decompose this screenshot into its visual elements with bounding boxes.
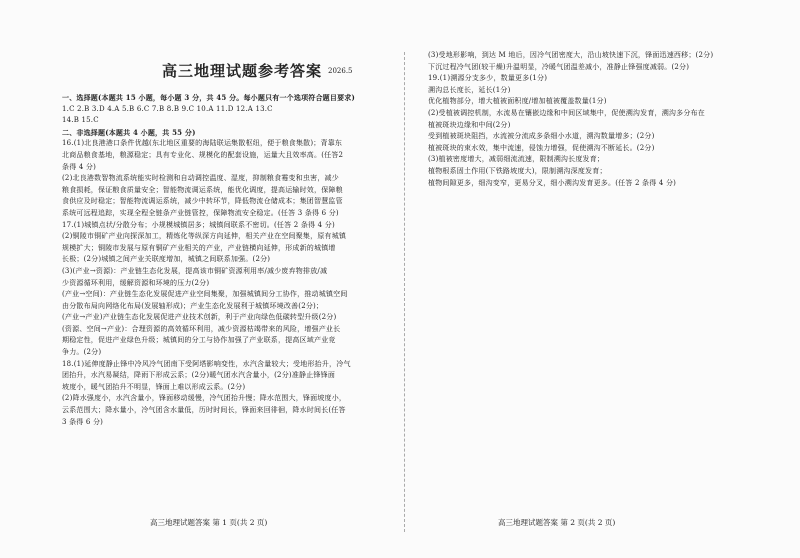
page-title: 高三地理试题参考答案	[162, 62, 323, 80]
left-text-line: 二、非选择题(本题共 4 小题，共 55 分)	[62, 127, 196, 137]
right-text-line: 受到植被斑块阻挡，水流被分流成多条细小水道，溯沟数量增多；(2分)	[428, 132, 655, 141]
left-text-line: 3 条得 6 分)	[62, 417, 104, 426]
right-text-line: (3)植被密度增大，减弱细流流速，限制溯沟长度发育；	[428, 155, 605, 164]
right-column	[428, 50, 733, 189]
left-text-line: (3)(产业→资源)：产业链生态化发展，提高该市铜矿资源利用率/减少废弃物排放/减	[62, 266, 328, 275]
right-text-line: 溯沟总长度长，延长(1分)	[428, 85, 511, 94]
left-text-line: 北商品粮食基地，粮源稳定；具有专业化、规模化的配套设施，运量大且效率高。(任答2	[62, 150, 344, 159]
column-divider	[404, 52, 405, 532]
left-text-line: 18.(1)延伸度静止锋中冷风冷气团南下受阿塔影响变性，水汽含量较大；受地形抬升，冷气	[62, 359, 351, 368]
right-text-line: 植被斑块的束水效，集中流速，侵蚀力增强，促使溯沟不断延长。(2分)	[428, 143, 655, 152]
right-text-line: (3)受地形影响，到达 M 地后，因冷气团密度大，沿山坡快速下沉，锋面迅速西移；(2分)	[428, 51, 714, 59]
left-text-line: 食供应及时稳定；智能物流调运系统，减少中转环节，降低物流仓储成本；集团智慧监管	[62, 197, 343, 206]
left-text-line: 14.B 15.C	[62, 116, 99, 125]
left-text-line: (产业→产业)产业链生态化发展促进产业技术创新，利于产业向绿色低碳转型升级(2分)	[62, 313, 337, 322]
left-text-line: 少资源循环利用，缓解资源和环境的压力(2分)	[62, 278, 210, 287]
right-text-line: 下沉过程冷气团(较干燥)升温明显，冷暖气团温差减小，准静止锋强度减弱。(2分)	[428, 62, 690, 71]
exam-date: 2026.5	[328, 67, 353, 75]
left-text-line: 坡度小，暖气团抬升不明显，锋面上难以形成云系。(2分)	[62, 382, 246, 391]
right-text-line: 植物间隙更多，细沟变窄，更易分叉，细小溯沟发育更多。(任答 2 条得 4 分)	[428, 178, 677, 187]
left-text-line: 云系范围大；降水量小，冷气团含水量低，历时时间长，锋面来回徘徊，降水时间长(任答	[62, 406, 346, 415]
right-text-line: 植物根系固土作用(下铁路坡度大)，限制溯沟深度发育；	[428, 166, 607, 175]
left-text-line: (产业→空间)：产业链生态化发展促进产业空间集聚，加强城镇间分工协作，推动城镇空间	[62, 290, 348, 299]
right-text-line: 优化植物部分，增大植被面积度/增加植被覆盖数量(1分)	[428, 97, 607, 106]
left-text-line: (2)铜陵市铜矿产业向探深加工，精炼化等纵深方向延伸，相关产业在空间聚集，原有城镇	[62, 232, 347, 241]
left-text-line: 16.(1)北良港港口条件优越(东北地区重要的海陆联运集散枢纽，便于粮食集散)；背靠东	[62, 139, 343, 148]
footer-page-1: 高三地理试题答案 第 1 页(共 2 页)	[150, 518, 268, 527]
left-text-line: 期稳定性，促进产业绿色升级；城镇间的分工与协作加强了产业联系，提高区域产业竞	[62, 336, 336, 345]
footer-page-2: 高三地理试题答案 第 2 页(共 2 页)	[498, 518, 616, 527]
left-text-line: (2)降水强度小，水汽含量小，锋面移动缓慢，冷气团抬升慢；降水范围大，锋面坡度小，	[62, 394, 347, 403]
left-text-line: 团抬升，水汽易凝结，降雨下形成云系；(2分)暖气团水汽含量小，(2分)准静止锋锋面	[62, 371, 336, 380]
left-text-line: 一、选择题(本题共 15 小题，每小题 3 分，共 45 分。每小题只有一个选项符合题目要求)	[62, 93, 355, 102]
left-text-line: (资源、空间→产业)：合理资源的高效循环利用，减少资源枯竭带来的风险，增强产业长	[62, 324, 341, 333]
left-text-line: 1.C 2.B 3.D 4.A 5.B 6.C 7.B 8.B 9.C 10.A 11.D 12.A 13.C	[62, 104, 273, 113]
left-text-line: 粮食损耗，保证粮食质量安全；智能物流调运系统，能优化调度，提高运输时效，保障粮	[62, 185, 343, 194]
left-text-line: 条得 4 分)	[62, 162, 97, 171]
left-text-line: 由分散布局向网络化布局(发展轴形成)；产业生态化发展利于城镇环境改善(2分)；	[62, 301, 324, 310]
left-text-line: 规模扩大；铜陵市发展与原有铜矿产业相关的产业，产业链横向延伸，形成新的城镇增	[62, 243, 336, 252]
right-text-line: 19.(1)溯源分支多少，数量更多(1分)	[428, 74, 548, 83]
right-text-line: (2)受植被调控机制，水流易在镶嵌边缘和中间区域集中，促使溯沟发育，溯沟多分布在	[428, 108, 705, 117]
left-text-line: 系统可远程追踪，实现全程全链条产业链管控，保障物流安全稳定。(任答 3 条得 6 分)	[62, 208, 339, 217]
left-text-line: 17.(1)城镇点状/分散分布；小规模城镇居多；城镇间联系不密切。(任答 2 条得 4 分)	[62, 220, 335, 229]
left-text-line: 争力。(2分)	[62, 348, 102, 357]
left-text-line: (2)北良港数智物流系统能实时检测和自动调控温度、湿度，抑制粮食霉变和虫害，减少	[62, 174, 339, 183]
right-text-line: 植被斑块边缘和中间(2分)	[428, 120, 511, 129]
left-column	[62, 92, 392, 428]
left-text-line: 长极；(2分)城镇之间产业关联度增加，城镇之间联系加强。(2分)	[62, 255, 271, 264]
